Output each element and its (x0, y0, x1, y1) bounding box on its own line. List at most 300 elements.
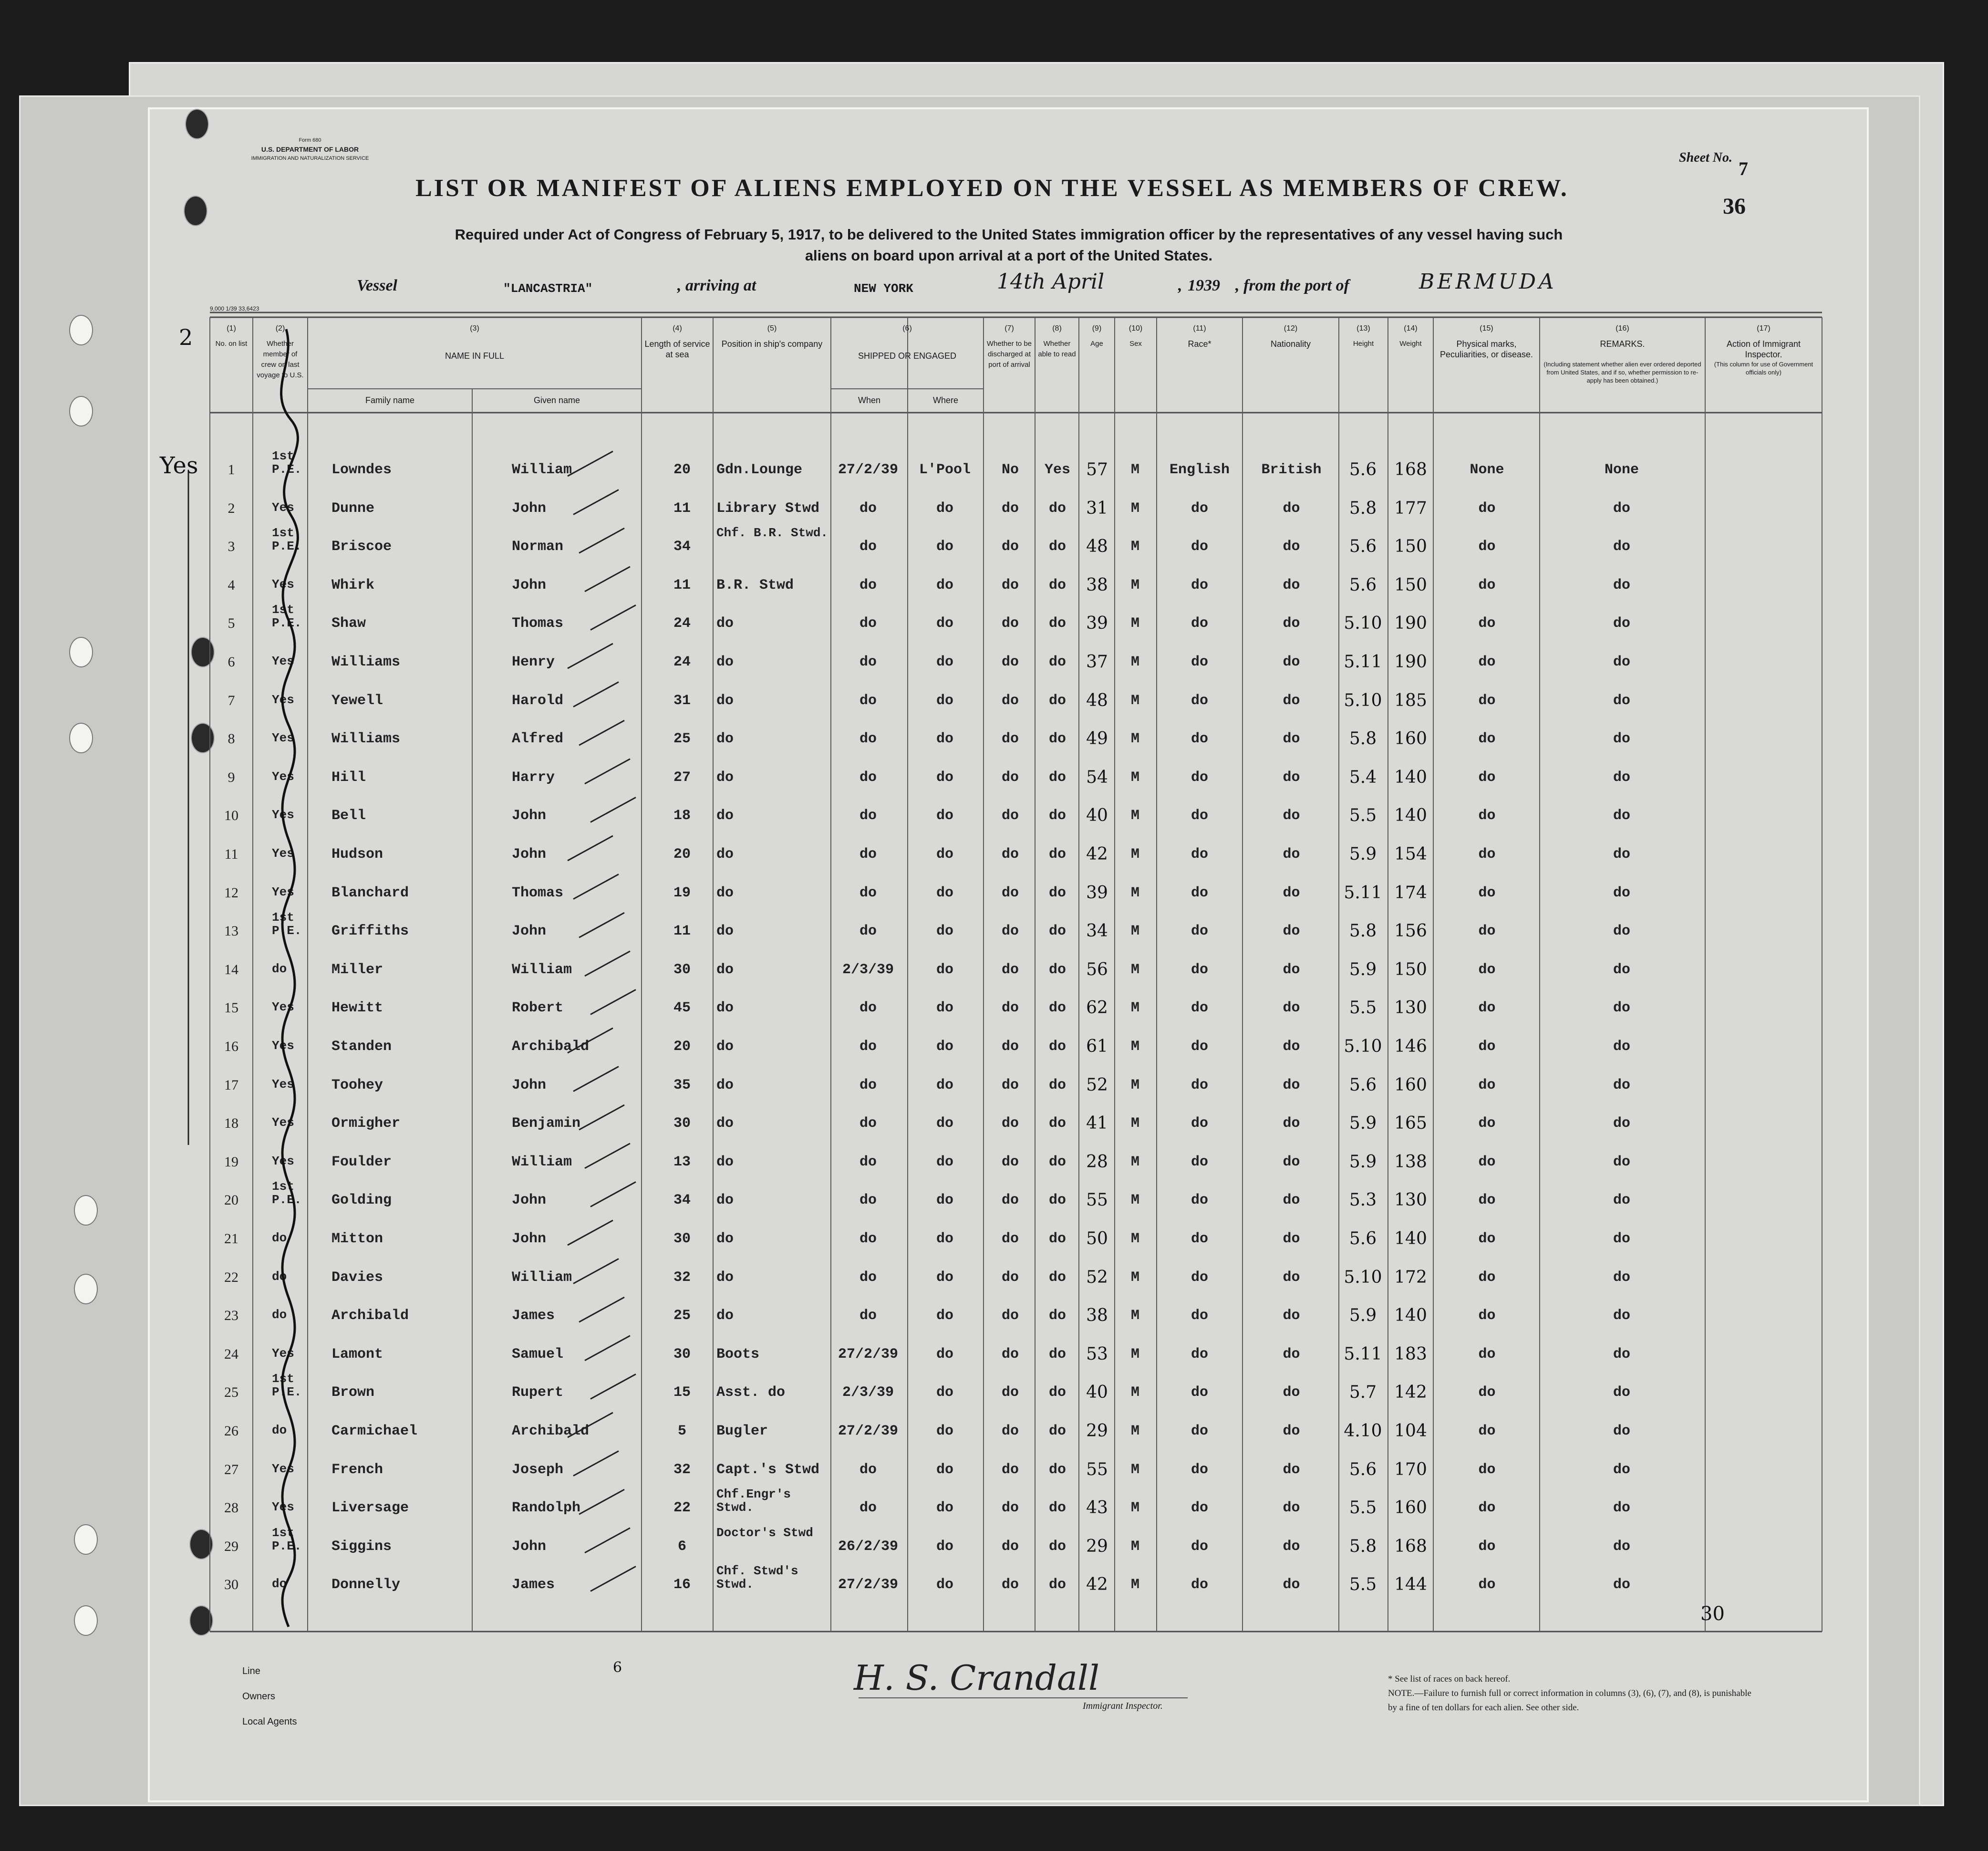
cell-where: do (936, 961, 953, 978)
cell-sex: M (1130, 731, 1139, 748)
cell-disch: do (1001, 1154, 1019, 1170)
cell-service: 30 (673, 1346, 691, 1362)
cell-nat: do (1283, 884, 1300, 901)
cell-sex: M (1130, 1000, 1139, 1017)
cell-service: 13 (673, 1154, 691, 1170)
cell-position: Asst. do (716, 1384, 786, 1401)
cell-when: 27/2/39 (838, 1423, 899, 1439)
cell-marks: do (1478, 577, 1496, 593)
cell-age: 42 (1086, 844, 1108, 864)
cell-age: 38 (1086, 575, 1108, 595)
cell-given: James (512, 1577, 555, 1593)
cell-race: do (1191, 500, 1208, 517)
cell-no: 1 (228, 462, 235, 478)
cell-given: William (512, 961, 572, 978)
cell-service: 6 (677, 1538, 686, 1555)
cell-sex: M (1130, 1538, 1139, 1555)
arriving-port: NEW YORK (854, 281, 913, 296)
cell-sex: M (1130, 769, 1139, 786)
cell-crew: Yes (272, 654, 294, 668)
cell-nat: do (1283, 731, 1300, 748)
cell-family: French (331, 1461, 383, 1478)
cell-age: 48 (1086, 690, 1108, 710)
cell-read: do (1048, 1077, 1066, 1093)
cell-nat: do (1283, 500, 1300, 517)
from-port: BERMUDA (1419, 270, 1557, 294)
cell-marks: do (1478, 1000, 1496, 1017)
cell-nat: do (1283, 1346, 1300, 1362)
cell-sex: M (1130, 1231, 1139, 1247)
cell-age: 57 (1086, 460, 1108, 479)
cell-nat: do (1283, 1115, 1300, 1132)
cell-given: John (512, 500, 547, 517)
cell-weight: 140 (1394, 1306, 1427, 1326)
column-number: (1) (227, 324, 236, 333)
column-header-c15: Physical marks, Peculiarities, or disease. (1439, 339, 1533, 359)
tick-mark (573, 1451, 619, 1476)
cell-no: 10 (224, 808, 238, 824)
cell-remarks: do (1613, 654, 1630, 670)
cell-nat: do (1283, 654, 1300, 670)
column-number: (9) (1092, 324, 1102, 333)
cell-when: do (859, 654, 877, 670)
cell-when: do (859, 1039, 877, 1055)
cell-read: do (1048, 1154, 1066, 1170)
cell-read: do (1048, 1192, 1066, 1209)
cell-where: do (936, 731, 953, 748)
cell-where: do (936, 1423, 953, 1439)
cell-weight: 150 (1394, 959, 1427, 979)
cell-given: Archibald (512, 1423, 590, 1439)
cell-no: 12 (224, 884, 238, 901)
cell-age: 56 (1086, 959, 1108, 979)
cell-crew: do (272, 1423, 287, 1437)
cell-where: do (936, 1039, 953, 1055)
tick-mark (568, 644, 613, 668)
cell-sex: M (1130, 654, 1139, 670)
cell-crew: 1st P.E. (272, 603, 302, 631)
column-header-c5: Position in ship's company (721, 339, 823, 349)
tick-mark (585, 1144, 630, 1168)
cell-crew: Yes (272, 808, 294, 822)
cell-read: do (1048, 1346, 1066, 1362)
cell-weight: 156 (1394, 921, 1427, 941)
cell-position: Boots (716, 1346, 760, 1362)
cell-disch: do (1001, 539, 1019, 555)
tick-mark (585, 1528, 630, 1553)
cell-read: do (1048, 1308, 1066, 1324)
date-comma: , (1178, 277, 1182, 294)
cell-sex: M (1130, 1308, 1139, 1324)
cell-no: 15 (224, 1000, 238, 1016)
cell-weight: 165 (1394, 1113, 1427, 1133)
cell-when: 27/2/39 (838, 1577, 899, 1593)
cell-read: do (1048, 500, 1066, 517)
cell-given: Benjamin (512, 1115, 581, 1132)
cell-when: do (859, 1154, 877, 1170)
cell-remarks: do (1613, 1461, 1630, 1478)
cell-family: Williams (331, 654, 401, 670)
cell-given: William (512, 462, 572, 478)
cell-where: do (936, 654, 953, 670)
column-header-c17: Action of Immigrant Inspector. (1726, 339, 1801, 359)
cell-crew: 1st P.E. (272, 449, 302, 477)
cell-when: do (859, 577, 877, 593)
cell-no: 3 (228, 539, 235, 555)
subtitle-line-2: aliens on board upon arrival at a port of the United States. (805, 247, 1213, 264)
cell-family: Archibald (331, 1308, 409, 1324)
cell-disch: do (1001, 846, 1019, 863)
cell-sex: M (1130, 1039, 1139, 1055)
race-note: * See list of races on back hereof. (1388, 1674, 1511, 1684)
cell-race: do (1191, 1461, 1208, 1478)
tick-mark (568, 836, 613, 861)
cell-when: do (859, 615, 877, 632)
cell-position: do (716, 731, 734, 748)
cell-read: do (1048, 615, 1066, 632)
cell-age: 52 (1086, 1075, 1108, 1095)
cell-weight: 168 (1394, 1536, 1427, 1556)
cell-nat: do (1283, 1039, 1300, 1055)
cell-no: 14 (224, 961, 238, 977)
cell-position: do (716, 1077, 734, 1093)
arrival-date: 14th April (997, 270, 1105, 294)
cell-no: 19 (224, 1154, 238, 1170)
cell-marks: do (1478, 1231, 1496, 1247)
cell-family: Hill (331, 769, 366, 786)
cell-given: John (512, 1538, 547, 1555)
cell-family: Standen (331, 1039, 392, 1055)
cell-race: do (1191, 615, 1208, 632)
cell-weight: 144 (1394, 1575, 1427, 1595)
tick-mark (579, 1297, 624, 1322)
cell-age: 28 (1086, 1152, 1108, 1172)
cell-when: do (859, 846, 877, 863)
cell-crew: Yes (272, 1154, 294, 1168)
cell-sex: M (1130, 1577, 1139, 1593)
cell-given: James (512, 1308, 555, 1324)
cell-where: do (936, 808, 953, 824)
cell-service: 30 (673, 961, 691, 978)
cell-nat: British (1261, 462, 1322, 478)
cell-position: do (716, 1154, 734, 1170)
column-subheader-given: Given name (533, 395, 580, 405)
cell-race: do (1191, 1192, 1208, 1209)
cell-no: 17 (224, 1077, 238, 1093)
cell-disch: do (1001, 615, 1019, 632)
cell-remarks: do (1613, 1115, 1630, 1132)
cell-remarks: do (1613, 1077, 1630, 1093)
cell-marks: do (1478, 846, 1496, 863)
cell-family: Brown (331, 1384, 375, 1401)
cell-nat: do (1283, 1308, 1300, 1324)
cell-height: 5.11 (1344, 883, 1382, 903)
cell-height: 5.4 (1349, 767, 1377, 787)
cell-height: 5.5 (1349, 998, 1377, 1018)
cell-remarks: do (1613, 1154, 1630, 1170)
cell-disch: do (1001, 923, 1019, 940)
cell-crew: Yes (272, 1500, 294, 1515)
cell-no: 8 (228, 731, 235, 747)
print-code: 9,000 1/39 33,6423 (210, 305, 259, 312)
cell-given: William (512, 1269, 572, 1286)
cell-crew: Yes (272, 1461, 294, 1476)
cell-when: do (859, 769, 877, 786)
cell-marks: do (1478, 500, 1496, 517)
cell-where: do (936, 1231, 953, 1247)
cell-where: do (936, 1077, 953, 1093)
cell-height: 5.9 (1349, 959, 1377, 979)
cell-height: 5.8 (1349, 498, 1377, 518)
cell-family: Whirk (331, 577, 375, 593)
cell-remarks: do (1613, 1346, 1630, 1362)
cell-remarks: do (1613, 1000, 1630, 1017)
cell-read: do (1048, 731, 1066, 748)
local-agents-label: Local Agents (242, 1716, 297, 1727)
cell-weight: 177 (1394, 498, 1427, 518)
cell-where: do (936, 1000, 953, 1017)
cell-when: 26/2/39 (838, 1538, 899, 1555)
cell-height: 5.6 (1349, 1229, 1377, 1248)
cell-nat: do (1283, 1269, 1300, 1286)
cell-no: 23 (224, 1308, 238, 1324)
cell-sex: M (1130, 1269, 1139, 1286)
cell-service: 20 (673, 462, 691, 478)
cell-sex: M (1130, 462, 1139, 478)
cell-position: do (716, 769, 734, 786)
cell-age: 31 (1086, 498, 1108, 518)
tick-mark (579, 913, 624, 937)
cell-no: 24 (224, 1346, 238, 1362)
column-number: (10) (1129, 324, 1143, 333)
cell-no: 16 (224, 1039, 238, 1054)
column-subheader-family: Family name (365, 395, 415, 405)
cell-read: Yes (1044, 462, 1070, 478)
cell-service: 34 (673, 539, 691, 555)
cell-disch: do (1001, 1192, 1019, 1209)
cell-disch: do (1001, 731, 1019, 748)
sheet-label: Sheet No. (1679, 150, 1732, 165)
cell-disch: do (1001, 1077, 1019, 1093)
cell-no: 30 (224, 1577, 238, 1593)
cell-crew: Yes (272, 1115, 294, 1130)
cell-height: 5.6 (1349, 1075, 1377, 1095)
sheet-code: 36 (1723, 194, 1746, 219)
cell-where: do (936, 1346, 953, 1362)
cell-weight: 172 (1394, 1267, 1427, 1287)
cell-position: do (716, 1115, 734, 1132)
cell-remarks: do (1613, 1192, 1630, 1209)
cell-remarks: do (1613, 1577, 1630, 1593)
cell-marks: do (1478, 808, 1496, 824)
cell-age: 37 (1086, 652, 1108, 672)
cell-service: 11 (673, 577, 691, 593)
cell-position: Doctor's Stwd (716, 1525, 813, 1540)
tick-mark (573, 1259, 619, 1284)
margin-note: 2 (179, 324, 193, 350)
cell-marks: do (1478, 961, 1496, 978)
column-number: (4) (673, 324, 682, 333)
cell-marks: do (1478, 539, 1496, 555)
cell-when: do (859, 500, 877, 517)
cell-sex: M (1130, 1115, 1139, 1132)
cell-family: Hewitt (331, 1000, 383, 1017)
cell-service: 20 (673, 1039, 691, 1055)
cell-sex: M (1130, 1461, 1139, 1478)
cell-weight: 140 (1394, 806, 1427, 826)
cell-nat: do (1283, 923, 1300, 940)
cell-race: do (1191, 1538, 1208, 1555)
cell-where: L'Pool (919, 462, 971, 478)
cell-no: 22 (224, 1269, 238, 1285)
page-title: LIST OR MANIFEST OF ALIENS EMPLOYED ON THE VESSEL AS MEMBERS OF CREW. (415, 175, 1569, 202)
cell-marks: do (1478, 1039, 1496, 1055)
cell-race: do (1191, 961, 1208, 978)
cell-nat: do (1283, 961, 1300, 978)
cell-age: 48 (1086, 537, 1108, 557)
cell-disch: do (1001, 1577, 1019, 1593)
cell-remarks: do (1613, 1423, 1630, 1439)
cell-sex: M (1130, 692, 1139, 709)
owners-label: Owners (242, 1691, 275, 1702)
cell-family: Williams (331, 731, 401, 748)
cell-race: do (1191, 1269, 1208, 1286)
cell-height: 5.8 (1349, 921, 1377, 941)
tick-mark (590, 1182, 636, 1206)
cell-family: Davies (331, 1269, 383, 1286)
cell-disch: do (1001, 1308, 1019, 1324)
cell-read: do (1048, 1384, 1066, 1401)
column-number: (2) (275, 324, 285, 333)
cell-position: Chf.Engr's Stwd. (716, 1487, 791, 1515)
column-header-c4: Length of service at sea (644, 339, 710, 359)
cell-service: 32 (673, 1461, 691, 1478)
cell-position: do (716, 1192, 734, 1209)
cell-race: do (1191, 1231, 1208, 1247)
tick-mark (590, 989, 636, 1014)
cell-weight: 150 (1394, 575, 1427, 595)
cell-sex: M (1130, 577, 1139, 593)
cell-disch: do (1001, 692, 1019, 709)
cell-position: do (716, 615, 734, 632)
cell-age: 43 (1086, 1498, 1108, 1518)
cell-age: 49 (1086, 729, 1108, 749)
tick-mark (568, 1220, 613, 1245)
cell-weight: 185 (1394, 690, 1427, 710)
tick-mark (579, 528, 624, 553)
cell-sex: M (1130, 500, 1139, 517)
cell-race: English (1169, 462, 1230, 478)
cell-read: do (1048, 1538, 1066, 1555)
cell-no: 20 (224, 1192, 238, 1208)
cell-height: 5.10 (1344, 1267, 1382, 1287)
cell-nat: do (1283, 808, 1300, 824)
cell-marks: do (1478, 769, 1496, 786)
cell-read: do (1048, 1231, 1066, 1247)
cell-read: do (1048, 577, 1066, 593)
line-label: Line (242, 1666, 260, 1676)
cell-given: Samuel (512, 1346, 564, 1362)
column-header-c10: Sex (1129, 340, 1142, 348)
cell-nat: do (1283, 769, 1300, 786)
cell-where: do (936, 1500, 953, 1517)
column-header-c1: No. on list (215, 340, 248, 348)
cell-remarks: do (1613, 1384, 1630, 1401)
cell-disch: do (1001, 577, 1019, 593)
cell-when: do (859, 1192, 877, 1209)
cell-disch: No (1001, 462, 1019, 478)
cell-given: John (512, 1077, 547, 1093)
cell-service: 35 (673, 1077, 691, 1093)
cell-marks: do (1478, 1384, 1496, 1401)
cell-nat: do (1283, 1538, 1300, 1555)
cell-marks: do (1478, 1461, 1496, 1478)
department-name: U.S. DEPARTMENT OF LABOR (261, 146, 359, 153)
cell-crew: 1st P.E. (272, 1525, 302, 1553)
cell-family: Lamont (331, 1346, 383, 1362)
cell-weight: 140 (1394, 1229, 1427, 1248)
cell-height: 5.5 (1349, 1575, 1377, 1595)
cell-sex: M (1130, 923, 1139, 940)
cell-disch: do (1001, 1000, 1019, 1017)
tick-mark (568, 451, 613, 476)
cell-race: do (1191, 1577, 1208, 1593)
inspector-signature: H. S. Crandall (854, 1658, 1099, 1698)
cell-sex: M (1130, 1077, 1139, 1093)
cell-marks: do (1478, 884, 1496, 901)
cell-position: do (716, 1000, 734, 1017)
cell-when: do (859, 1115, 877, 1132)
cell-race: do (1191, 1115, 1208, 1132)
cell-race: do (1191, 654, 1208, 670)
cell-service: 18 (673, 808, 691, 824)
cell-service: 24 (673, 615, 691, 632)
cell-given: Rupert (512, 1384, 564, 1401)
cell-service: 32 (673, 1269, 691, 1286)
cell-sex: M (1130, 615, 1139, 632)
cell-weight: 150 (1394, 537, 1427, 557)
cell-age: 41 (1086, 1113, 1108, 1133)
cell-crew: 1st P.E. (272, 526, 302, 554)
cell-remarks: do (1613, 615, 1630, 632)
cell-where: do (936, 923, 953, 940)
cell-no: 11 (224, 846, 238, 862)
cell-nat: do (1283, 1077, 1300, 1093)
cell-disch: do (1001, 654, 1019, 670)
cell-service: 22 (673, 1500, 691, 1517)
column-number: (13) (1356, 324, 1370, 333)
cell-where: do (936, 1115, 953, 1132)
cell-marks: do (1478, 1346, 1496, 1362)
cell-crew: Yes (272, 692, 294, 707)
cell-nat: do (1283, 615, 1300, 632)
cell-weight: 190 (1394, 652, 1427, 672)
cell-where: do (936, 1577, 953, 1593)
cell-age: 29 (1086, 1536, 1108, 1556)
cell-weight: 160 (1394, 1075, 1427, 1095)
cell-given: Norman (512, 539, 564, 555)
cell-race: do (1191, 1384, 1208, 1401)
column-header-c6: SHIPPED OR ENGAGED (858, 351, 957, 361)
cell-weight: 130 (1394, 1190, 1427, 1210)
cell-service: 19 (673, 884, 691, 901)
cell-service: 5 (677, 1423, 686, 1439)
cell-sex: M (1130, 961, 1139, 978)
cell-age: 34 (1086, 921, 1108, 941)
cell-height: 5.8 (1349, 1536, 1377, 1556)
cell-race: do (1191, 539, 1208, 555)
cell-height: 5.9 (1349, 844, 1377, 864)
